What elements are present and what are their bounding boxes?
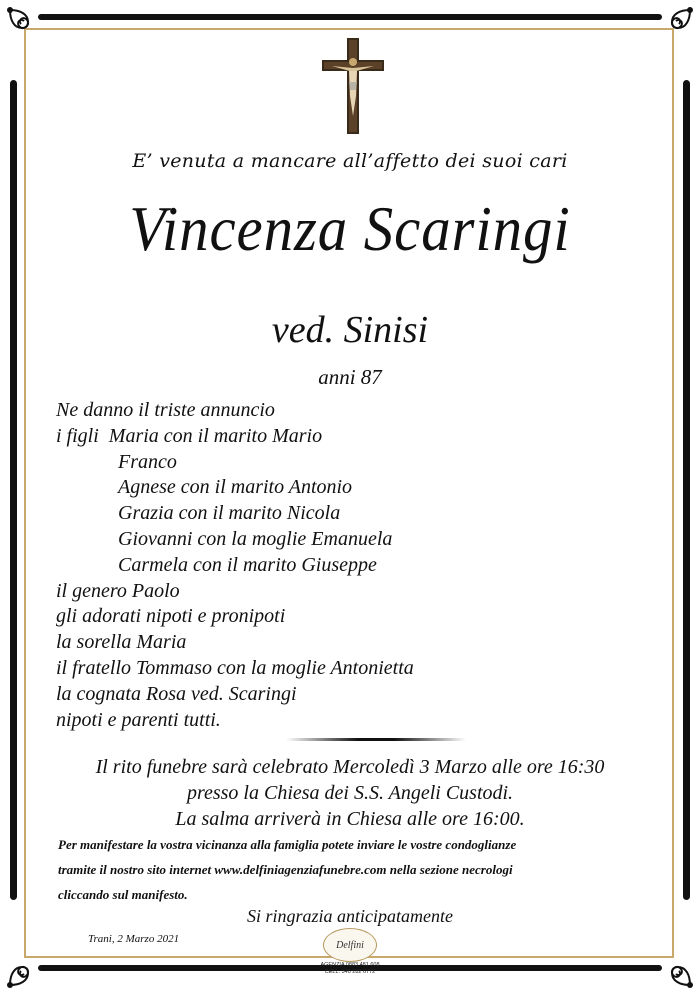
announcement-line: la cognata Rosa ved. Scaringi — [56, 682, 297, 705]
funeral-line-2: presso la Chiesa dei S.S. Angeli Custodi. — [186, 782, 514, 804]
announcement-line: gli adorati nipoti e pronipoti — [56, 605, 286, 628]
deceased-name: Vincenza Scaringi — [129, 193, 571, 264]
announcement-line: Agnese con il marito Antonio — [118, 476, 353, 499]
age: anni 87 — [318, 365, 382, 389]
announcement-line: Grazia con il marito Nicola — [118, 502, 341, 525]
announcement-line: nipoti e parenti tutti. — [56, 708, 221, 731]
border-top — [38, 14, 662, 20]
funeral-line-3: La salma arriverà in Chiesa alle ore 16:00. — [175, 808, 525, 830]
corner-ornament-icon — [648, 6, 694, 52]
announcement-line: Carmela con il marito Giuseppe — [118, 553, 377, 576]
announcement-line: Giovanni con la moglie Emanuela — [118, 527, 393, 550]
agency-logo: Delfini — [323, 928, 377, 962]
announcement-line: Ne danno il triste annuncio — [56, 399, 275, 421]
announcement-line: il genero Paolo — [56, 579, 180, 602]
agency-phone: AGENZIA 0883 481 608 — [320, 962, 380, 968]
announcement-list — [56, 398, 656, 733]
agency-logo-block — [316, 928, 384, 976]
agency-cell: CELL. 340 282 6772 — [324, 969, 376, 975]
announcement-line: la sorella Maria — [56, 631, 187, 654]
crucifix-icon — [322, 38, 384, 134]
announcement-line: il fratello Tommaso con la moglie Antonietta — [56, 656, 414, 679]
corner-ornament-icon — [648, 943, 694, 989]
condolences-line-3: cliccando sul manifesto. — [58, 887, 188, 902]
announcement-line: i figli Maria con il marito Mario — [56, 424, 323, 447]
announcement-line: Franco — [118, 450, 177, 473]
intro-text: E’ venuta a mancare all’affetto dei suoi cari — [132, 150, 568, 172]
condolences-line-1: Per manifestare la vostra vicinanza alla famiglia potete inviare le vostre condoglianze — [58, 837, 517, 852]
corner-ornament-icon — [6, 6, 52, 52]
funeral-line-1: Il rito funebre sarà celebrato Mercoledì 3 Marzo alle ore 16:30 — [95, 756, 605, 778]
corner-ornament-icon — [6, 943, 52, 989]
divider — [286, 738, 466, 741]
place-date: Trani, 2 Marzo 2021 — [88, 933, 180, 945]
married-name: ved. Sinisi — [271, 309, 429, 351]
thanks-text: Si ringrazia anticipatamente — [247, 906, 453, 926]
condolences-line-2: tramite il nostro sito internet www.delfiniagenziafunebre.com nella sezione necrologi — [58, 862, 513, 877]
